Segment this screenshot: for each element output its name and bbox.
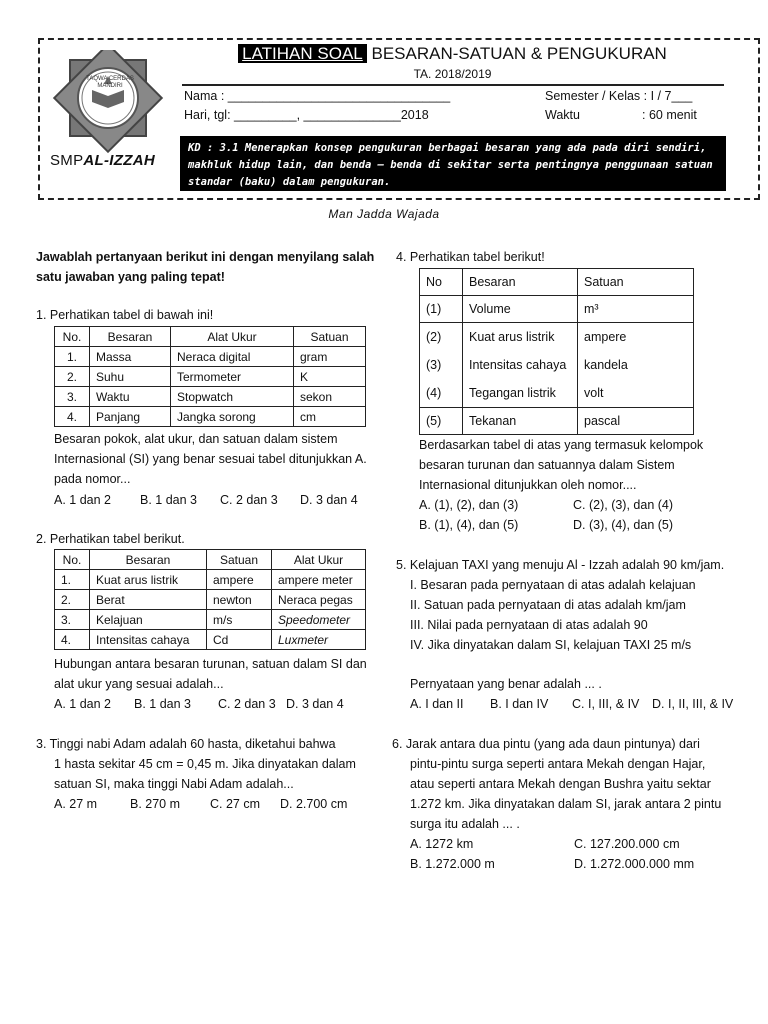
q1-option-c[interactable]: C. 2 dan 3 bbox=[220, 493, 278, 507]
q4-option-d[interactable]: D. (3), (4), dan (5) bbox=[573, 518, 674, 532]
waktu-label: Waktu bbox=[545, 108, 580, 122]
q1-option-b[interactable]: B. 1 dan 3 bbox=[140, 493, 197, 507]
q6-option-d[interactable]: D. 1.272.000.000 mm bbox=[574, 857, 695, 871]
q1-option-d[interactable]: D. 3 dan 4 bbox=[300, 493, 358, 507]
instruction: Jawablah pertanyaan berikut ini dengan menyilang salah satu jawaban yang paling tepat! bbox=[36, 250, 375, 284]
q5-text: 5. Kelajuan TAXI yang menuju Al - Izzah adalah 90 km/jam. I. Besaran pada pernyataan di atas adalah kelajuan II. Satuan pada pernyataan di atas adalah km/jam III. Nilai pada pernyataan di atas adalah 90 IV. Jika dinyatakan dalam SI, kelajuan TAXI 25 m/s bbox=[396, 558, 725, 652]
semester-field[interactable]: Semester / Kelas : I / 7___ bbox=[545, 89, 693, 103]
q6-option-b[interactable]: B. 1.272.000 m bbox=[410, 857, 495, 871]
q4-option-a[interactable]: A. (1), (2), dan (3) bbox=[419, 498, 519, 512]
q4-options bbox=[419, 495, 739, 535]
hari-field[interactable]: Hari, tgl: _________, ______________2018 bbox=[184, 108, 429, 122]
q1-stem: 1. Perhatikan tabel di bawah ini! bbox=[36, 308, 214, 322]
header-rule bbox=[182, 84, 724, 86]
q4-text: Berdasarkan tabel di atas yang termasuk kelompok besaran turunan dan satuannya dalam Sistem Internasional ditunjukkan oleh nomor.... bbox=[419, 438, 704, 492]
school-name: SMPAL-IZZAH bbox=[50, 152, 155, 169]
q3-option-b[interactable]: B. 270 m bbox=[130, 797, 181, 811]
q6-option-c[interactable]: C. 127.200.000 cm bbox=[574, 837, 680, 851]
q1-text: Besaran pokok, alat ukur, dan satuan dalam sistem Internasional (SI) yang benar sesuai tabel ditunjukkan A. pada nomor... bbox=[54, 432, 367, 486]
q5-option-d[interactable]: D. I, II, III, & IV bbox=[652, 697, 734, 711]
nama-field[interactable]: Nama : ________________________________ bbox=[184, 89, 451, 103]
q6-option-a[interactable]: A. 1272 km bbox=[410, 837, 474, 851]
q3-option-a[interactable]: A. 27 m bbox=[54, 797, 98, 811]
q5-option-c[interactable]: C. I, III, & IV bbox=[572, 697, 640, 711]
q4-table: No Besaran Satuan (1) Volume m³ (2) (3) (4) Kuat arus listrik Intensitas cahaya Tegangan listrik ampere kandela volt (5) Tekanan pascal bbox=[419, 268, 694, 435]
q4-option-b[interactable]: B. (1), (4), dan (5) bbox=[419, 518, 519, 532]
q4-stem: 4. Perhatikan tabel berikut! bbox=[396, 250, 545, 264]
q1-option-a[interactable]: A. 1 dan 2 bbox=[54, 493, 111, 507]
title-rest: BESARAN-SATUAN & PENGUKURAN bbox=[366, 44, 667, 63]
q3-option-c[interactable]: C. 27 cm bbox=[210, 797, 261, 811]
waktu-value: : 60 menit bbox=[642, 108, 697, 122]
kd-box: KD : 3.1 Menerapkan konsep pengukuran berbagai besaran yang ada pada diri sendiri, makhluk hidup lain, dan benda – benda di sekitar serta pentingnya penggunaan satuan standar (baku) dalam pengukuran. bbox=[180, 136, 726, 191]
q5-option-b[interactable]: B. I dan IV bbox=[490, 697, 549, 711]
q3-option-d[interactable]: D. 2.700 cm bbox=[280, 797, 348, 811]
q3-text: 3. Tinggi nabi Adam adalah 60 hasta, diketahui bahwa 1 hasta sekitar 45 cm = 0,45 m. Jika dinyatakan dalam satuan SI, maka tinggi Nabi Adam adalah... bbox=[36, 737, 356, 791]
q2-option-c[interactable]: C. 2 dan 3 bbox=[218, 697, 276, 711]
q5-option-a[interactable]: A. I dan II bbox=[410, 697, 464, 711]
q2-option-b[interactable]: B. 1 dan 3 bbox=[134, 697, 191, 711]
q5-question: Pernyataan yang benar adalah ... . bbox=[410, 677, 602, 691]
q2-option-d[interactable]: D. 3 dan 4 bbox=[286, 697, 344, 711]
page-title bbox=[180, 44, 725, 64]
title-highlight: LATIHAN SOAL bbox=[238, 44, 367, 63]
q4-option-c[interactable]: C. (2), (3), dan (4) bbox=[573, 498, 674, 512]
academic-year: TA. 2018/2019 bbox=[413, 67, 492, 81]
q2-text: Hubungan antara besaran turunan, satuan dalam SI dan alat ukur yang sesuai adalah... bbox=[54, 657, 367, 691]
motto: Man Jadda Wajada bbox=[328, 207, 440, 221]
q2-option-a[interactable]: A. 1 dan 2 bbox=[54, 697, 111, 711]
q2-stem: 2. Perhatikan tabel berikut. bbox=[36, 532, 185, 546]
logo-motto: TAQWA CERDAS MANDIRI bbox=[86, 76, 134, 89]
q2-table: No. Besaran Satuan Alat Ukur 1. Kuat arus listrik ampere ampere meter 2. Berat newton Neraca pegas 3. Kelajuan m/s Speedometer 4. Intensitas cahaya Cd Luxmeter bbox=[54, 549, 366, 650]
q6-text: 6. Jarak antara dua pintu (yang ada daun pintunya) dari pintu-pintu surga seperti antara Mekah dengan Hajar, atau seperti antara Mekah dengan Bushra yaitu sektar 1.272 km. Jika dinyatakan dalam SI, jarak antara 2 pintu surga itu adalah ... . bbox=[392, 737, 722, 831]
q6-options bbox=[410, 834, 750, 874]
q1-table: No. Besaran Alat Ukur Satuan 1. Massa Neraca digital gram 2. Suhu Termometer K 3. Waktu Stopwatch sekon 4. Panjang Jangka sorong cm bbox=[54, 326, 366, 427]
